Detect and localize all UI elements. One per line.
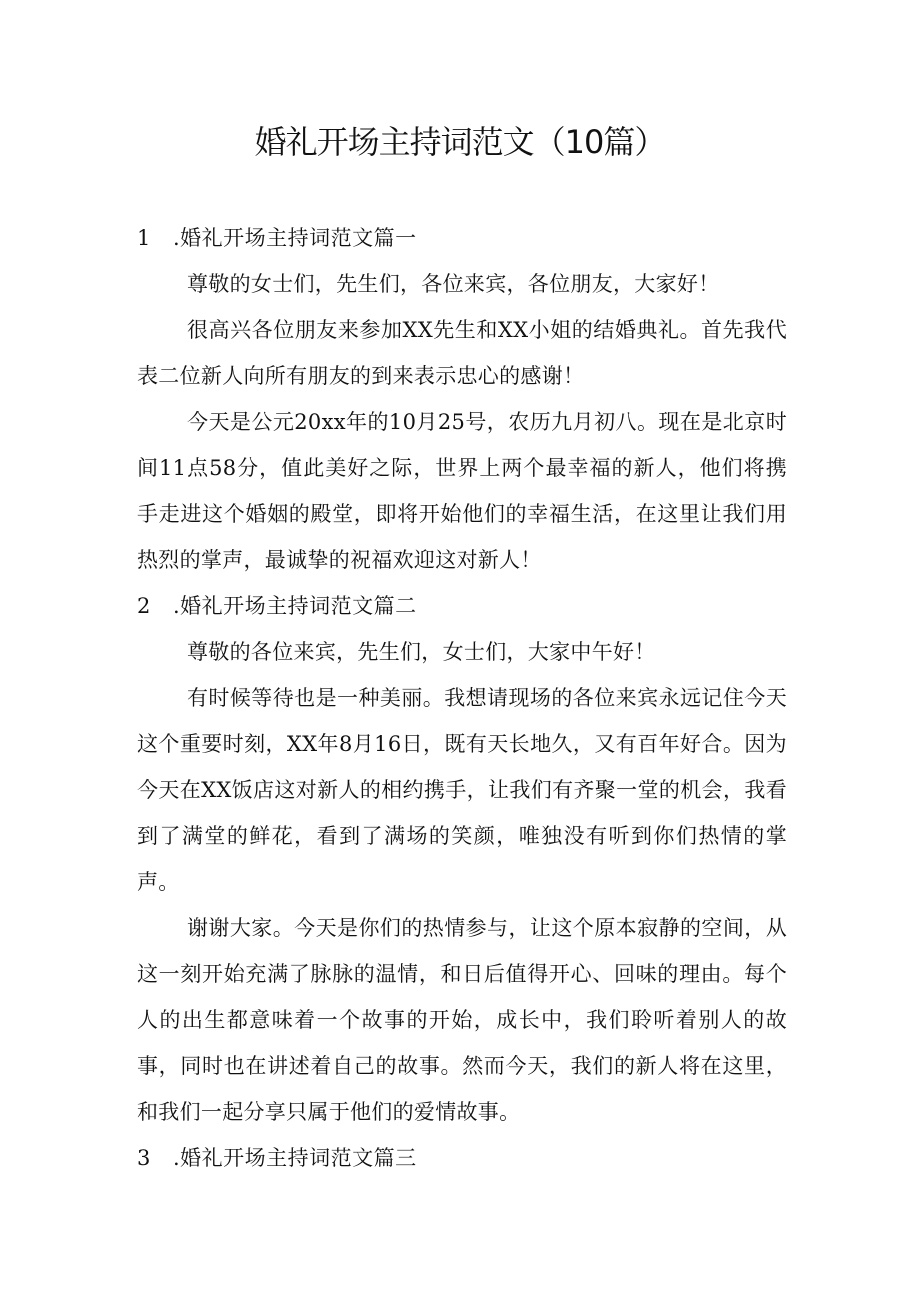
paragraph: 今天是公元20xx年的10月25号，农历九月初八。现在是北京时间11点58分，值此美好之际，世界上两个最幸福的新人，他们将携手走进这个婚姻的殿堂，即将开始他们的幸福生活，在这里让我们用热烈的掌声，最诚挚的祝福欢迎这对新人！ xyxy=(137,410,787,572)
section-title: .婚礼开场主持词范文篇三 xyxy=(173,1146,417,1170)
paragraph: 很高兴各位朋友来参加XX先生和XX小姐的结婚典礼。首先我代表二位新人向所有朋友的到来表示忠心的感谢！ xyxy=(137,318,787,388)
section-title: .婚礼开场主持词范文篇一 xyxy=(173,226,417,250)
section-title: .婚礼开场主持词范文篇二 xyxy=(173,594,417,618)
section-heading-2 xyxy=(137,583,787,629)
paragraph: 谢谢大家。今天是你们的热情参与，让这个原本寂静的空间，从这一刻开始充满了脉脉的温情，和日后值得开心、回味的理由。每个人的出生都意味着一个故事的开始，成长中，我们聆听着别人的故事，同时也在讲述着自己的故事。然而今天，我们的新人将在这里，和我们一起分享只属于他们的爱情故事。 xyxy=(137,916,787,1124)
section-heading-1 xyxy=(137,215,787,261)
paragraph: 尊敬的女士们，先生们，各位来宾，各位朋友，大家好！ xyxy=(187,272,720,296)
section-number: 1 xyxy=(137,226,151,250)
section-number: 3 xyxy=(137,1146,151,1170)
section-heading-3 xyxy=(137,1135,787,1181)
section-number: 2 xyxy=(137,594,151,618)
paragraph: 尊敬的各位来宾，先生们，女士们，大家中午好！ xyxy=(187,640,656,664)
document-body xyxy=(137,215,787,1181)
paragraph: 有时候等待也是一种美丽。我想请现场的各位来宾永远记住今天这个重要时刻，XX年8月16日，既有天长地久，又有百年好合。因为今天在XX饭店这对新人的相约携手，让我们有齐聚一堂的机会，我看到了满堂的鲜花，看到了满场的笑颜，唯独没有听到你们热情的掌声。 xyxy=(137,686,787,894)
document-title: 婚礼开场主持词范文（10篇） xyxy=(254,123,666,161)
